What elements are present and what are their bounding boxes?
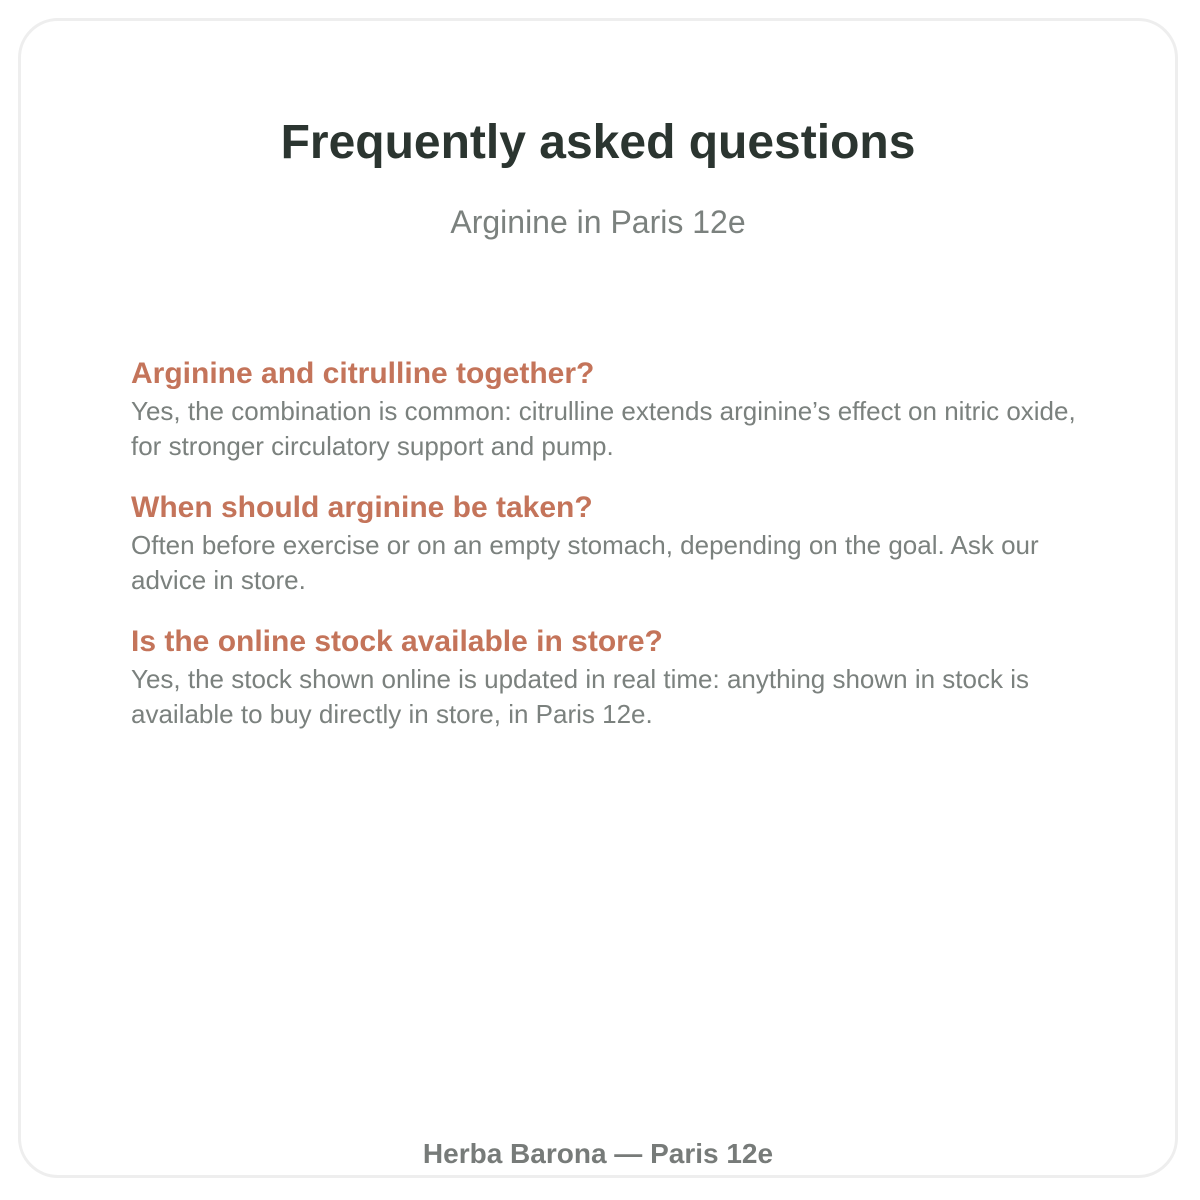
faq-list — [131, 354, 1111, 756]
faq-question: Is the online stock available in store? — [131, 625, 663, 658]
faq-item — [131, 488, 1111, 598]
faq-card — [18, 18, 1178, 1178]
page-subtitle: Arginine in Paris 12e — [450, 204, 746, 240]
faq-item — [131, 622, 1111, 732]
page-title: Frequently asked questions — [280, 116, 916, 169]
faq-answer: Often before exercise or on an empty stomach, depending on the goal. Ask our advice in store. — [131, 530, 1039, 595]
faq-answer: Yes, the stock shown online is updated in real time: anything shown in stock is available to buy directly in store, in Paris 12e. — [131, 664, 1029, 729]
footer-brand: Herba Barona — Paris 12e — [422, 1138, 774, 1169]
faq-question: When should arginine be taken? — [131, 491, 593, 524]
faq-item — [131, 354, 1111, 464]
faq-question: Arginine and citrulline together? — [131, 357, 595, 390]
faq-answer: Yes, the combination is common: citrulline extends arginine’s effect on nitric oxide, for stronger circulatory support and pump. — [131, 396, 1076, 461]
